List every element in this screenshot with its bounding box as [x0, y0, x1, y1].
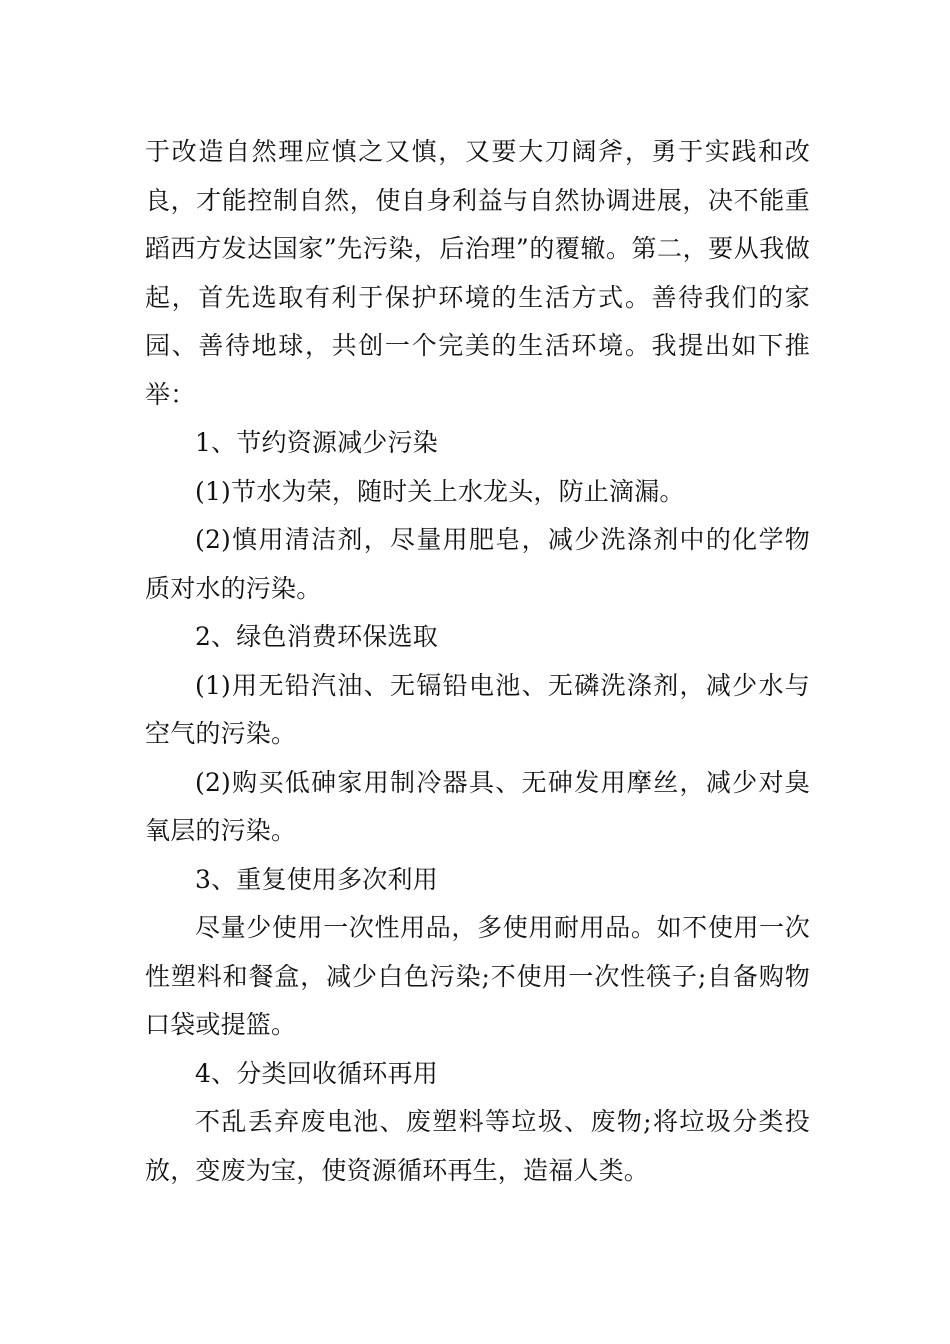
paragraph-reuse: 尽量少使用一次性用品，多使用耐用品。如不使用一次性塑料和餐盒，减少白色污染;不使用一次性筷子;自备购物口袋或提篮。 — [145, 913, 810, 1039]
paragraph-recycle: 不乱丢弃废电池、废塑料等垃圾、废物;将垃圾分类投放，变废为宝，使资源循环再生，造福人类。 — [145, 1107, 810, 1185]
item-detergent: (2)慎用清洁剂，尽量用肥皂，减少洗涤剂中的化学物质对水的污染。 — [145, 525, 810, 603]
heading-reuse: 3、重复使用多次利用 — [195, 864, 438, 894]
document-body — [145, 128, 810, 1195]
heading-green-consumption: 2、绿色消费环保选取 — [195, 622, 438, 651]
item-save-water: (1)节水为荣，随时关上水龙头，防止滴漏。 — [195, 476, 685, 506]
item-lead-free: (1)用无铅汽油、无镉铅电池、无磷洗涤剂，减少水与空气的污染。 — [145, 670, 810, 748]
heading-recycle: 4、分类回收循环再用 — [195, 1058, 438, 1088]
item-low-arsenic: (2)购买低砷家用制冷器具、无砷发用摩丝，减少对臭氧层的污染。 — [145, 767, 810, 845]
heading-save-resources: 1、节约资源减少污染 — [195, 428, 438, 457]
paragraph-intro: 于改造自然理应慎之又慎，又要大刀阔斧，勇于实践和改良，才能控制自然，使自身利益与自然协调进展，决不能重蹈西方发达国家”先污染，后治理”的覆辙。第二，要从我做起，首先选取有利于保护环境的生活方式。善待我们的家园、善待地球，共创一个完美的生活环境。我提出如下推举： — [145, 137, 810, 409]
